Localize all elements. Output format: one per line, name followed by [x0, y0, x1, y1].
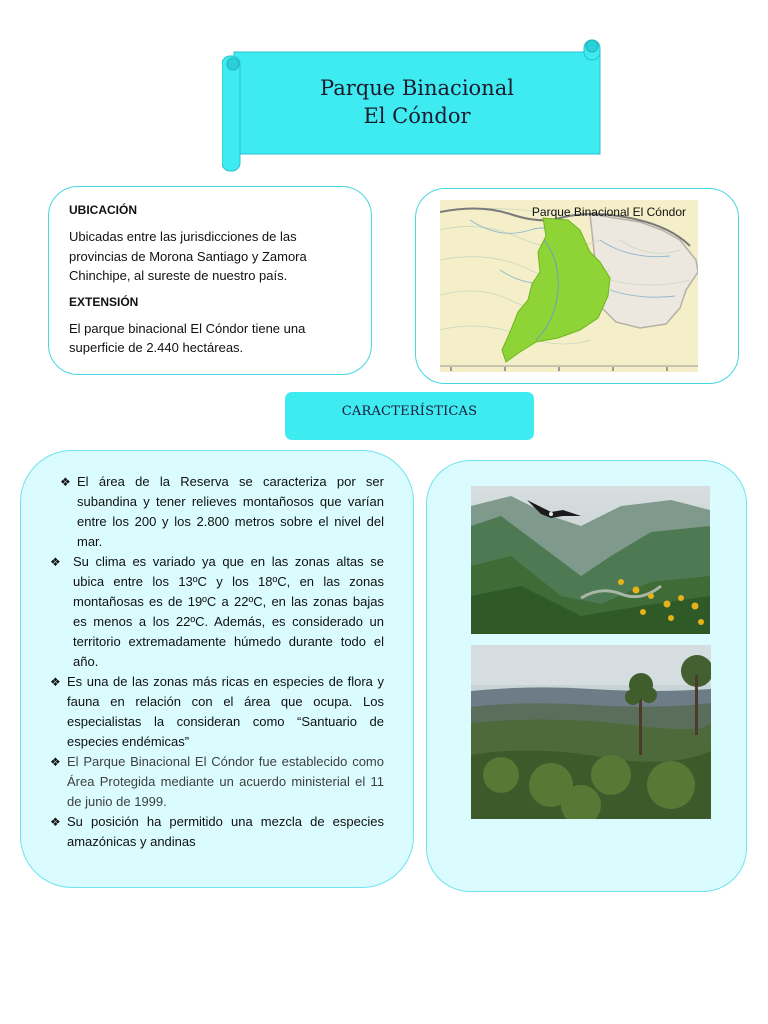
valley-condor-photo — [471, 486, 710, 634]
list-item: ❖ Su posición ha permitido una mezcla de especies amazónicas y andinas — [50, 814, 384, 849]
section-label: CARACTERÍSTICAS — [285, 392, 534, 440]
diamond-bullet-icon: ❖ — [50, 755, 61, 769]
diamond-bullet-icon: ❖ — [50, 675, 61, 689]
diamond-bullet-icon: ❖ — [60, 475, 71, 489]
ubicacion-text: Ubicadas entre las jurisdicciones de las provincias de Morona Santiago y Zamora Chinchipe, al sureste de nuestro país. — [69, 229, 307, 283]
extension-heading: EXTENSIÓN — [69, 294, 139, 309]
diamond-bullet-icon: ❖ — [50, 815, 61, 829]
characteristics-list — [50, 472, 384, 852]
forest-photo — [471, 645, 711, 819]
ubicacion-heading: UBICACIÓN — [69, 203, 137, 217]
page-title — [232, 74, 602, 130]
diamond-bullet-icon: ❖ — [50, 555, 61, 569]
map-title: Parque Binacional El Cóndor — [531, 205, 686, 219]
list-item: ❖ Es una de las zonas más ricas en especies de flora y fauna en relación con el área que ocupa. Los especialistas la consideran como “Santuario de especies endémicas” — [50, 674, 384, 749]
extension-text: El parque binacional El Cóndor tiene una superficie de 2.440 hectáreas. — [69, 320, 306, 355]
location-card — [48, 186, 372, 375]
list-item: ❖ Su clima es variado ya que en las zonas altas se ubica entre los 13ºC y los 18ºC, en las zonas montañosas es de 19ºC a 22ºC, en las zonas bajas es menos a los 22ºC. Además, es considerado un territorio extremadamente húmedo durante todo el año. — [50, 554, 384, 669]
title-line-2: El Cóndor — [363, 104, 471, 128]
list-item: ❖ El Parque Binacional El Cóndor fue establecido como Área Protegida mediante un acuerdo ministerial el 11 de junio de 1999. — [50, 754, 384, 809]
list-item: ❖ El área de la Reserva se caracteriza por ser subandina y tener relieves montañosos que varían entre los 200 y los 2.800 metros sobre el nivel del mar. — [60, 474, 384, 549]
title-line-1: Parque Binacional — [320, 76, 514, 100]
park-map — [440, 200, 698, 372]
